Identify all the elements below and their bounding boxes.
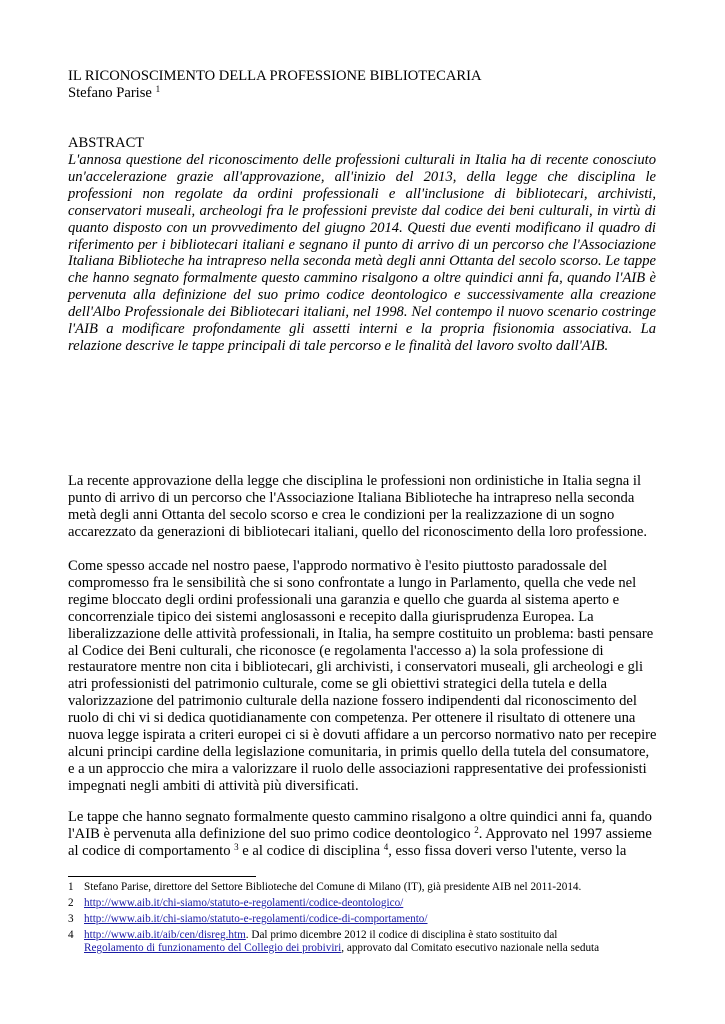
footnote-number: 4 [68,929,74,941]
author-footnote-ref[interactable]: 1 [155,83,161,94]
footnote-text: . Dal primo dicembre 2012 il codice di disciplina è stato sostituito dal [245,929,558,941]
footnote-text: , approvato dal Comitato esecutivo nazionale nella seduta [341,942,600,954]
footnote-2 [68,897,668,910]
footnote-4-continued [84,942,684,955]
document-title: IL RICONOSCIMENTO DELLA PROFESSIONE BIBLIOTECARIA [68,68,482,84]
p3-text-c: e al codice di disciplina [238,842,384,859]
body-paragraph-1: La recente approvazione della legge che disciplina le professioni non ordinistiche in Italia segna il punto di arrivo di un percorso che l'Associazione Italiana Biblioteche ha intrapreso nella seconda metà degli anni Ottanta del secolo scorso e crea le condizioni per la realizzazione di un sogno accarezzato da generazioni di bibliotecari italiani, quello del riconoscimento della loro professione. [68,473,648,540]
title-block [68,68,668,102]
regolamento-link[interactable]: Regolamento di funzionamento del Collegio dei probiviri [84,942,342,954]
p3-text-a: Le tappe che hanno segnato formalmente questo cammino risalgono a oltre quindici anni fa, quando l'AIB è pervenuta alla definizione del suo primo codice deontologico [68,809,652,842]
footnote-number: 1 [68,881,74,893]
footnote-3 [68,913,668,926]
p3-text-d: , esso fissa doveri verso l'utente, verso la [388,842,627,859]
footnote-4 [68,929,668,942]
abstract-heading: ABSTRACT [68,135,145,151]
footnote-link[interactable]: http://www.aib.it/chi-siamo/statuto-e-regolamenti/codice-deontologico/ [84,897,404,909]
footnote-1 [68,881,668,894]
author-name: Stefano Parise [68,84,152,101]
body-paragraph-2: Come spesso accade nel nostro paese, l'approdo normativo è l'esito piuttosto paradossale del compromesso fra le sensibilità che si sono confrontate a lungo in Parlamento, quella che vede nel regime bloccato degli ordini professionali una garanzia e quello che guarda al sistema aperto e concorrenziale tipico dei sistemi anglosassoni e recepito dalla giurisprudenza Europea. La liberalizzazione delle attività professionali, in Italia, ha sempre costituito un problema: basti pensare al Codice dei Beni culturali, che riconosce (e regolamenta l'accesso a) la sola professione di restauratore mentre non cita i bibliotecari, gli archivisti, i conservatori museali, gli archeologi e gli atri professionisti del patrimonio culturale, come se gli obiettivi strategici della tutela e della valorizzazione del patrimonio culturale della nazione fossero indipendenti dal riconoscimento del ruolo di chi vi si dedica quotidianamente con competenza. Per ottenere il risultato di ottenere una nuova legge ispirata a criteri europei ci si è dovuti affidare a un percorso normativo nato per recepire alcuni principi cardine della legislazione comunitaria, in primis quello della tutela del consumatore, e a un approccio che mira a valorizzare il ruolo delle associazioni rappresentative dei professionisti impegnati negli ambiti di attività più diversificati. [68,558,657,794]
p3-text-b: . Approvato nel 1997 assieme al codice di comportamento [68,825,652,859]
footnote-ref-3[interactable]: 3 [234,841,239,852]
body-paragraph-3 [68,809,658,860]
footnote-text: Stefano Parise, direttore del Settore Biblioteche del Comune di Milano (IT), già presidente AIB nel 2011-2014. [84,881,582,893]
author-line [68,85,668,102]
footnote-number: 2 [68,897,74,909]
footnote-link[interactable]: http://www.aib.it/aib/cen/disreg.htm [84,929,246,941]
abstract-text: L'annosa questione del riconoscimento delle professioni culturali in Italia ha di recente conosciuto un'accelerazione grazie all'approvazione, all'inizio del 2013, della legge che disciplina le professioni non regolate da ordini professionali e all'inclusione di bibliotecari, archivisti, conservatori museali, archeologi fra le professioni previste dal codice dei beni culturali, in virtù di quanto disposto con un provvedimento del giugno 2014. Questi due eventi modificano il quadro di riferimento per i bibliotecari italiani e segnano il punto di arrivo di un percorso che l'Associazione Italiana Biblioteche ha intrapreso nella seconda metà degli anni Ottanta del secolo scorso. Le tappe che hanno segnato formalmente questo cammino risalgono a oltre quindici anni fa, quando l'AIB è pervenuta alla definizione del suo primo codice deontologico e successivamente alla creazione dell'Albo Professionale dei Bibliotecari italiani, nel 1998. Nel contempo il nuovo scenario costringe l'AIB a modificare profondamente gli assetti interni e la propria fisionomia associativa. La relazione descrive le tappe principali di tale percorso e le finalità del lavoro svolto dall'AIB. [68,152,656,354]
footnote-ref-4[interactable]: 4 [383,841,389,852]
footnote-ref-2[interactable]: 2 [474,824,479,835]
footnote-number: 3 [68,913,74,925]
footnote-separator [68,876,256,877]
footnote-link[interactable]: http://www.aib.it/chi-siamo/statuto-e-regolamenti/codice-di-comportamento/ [84,913,428,925]
